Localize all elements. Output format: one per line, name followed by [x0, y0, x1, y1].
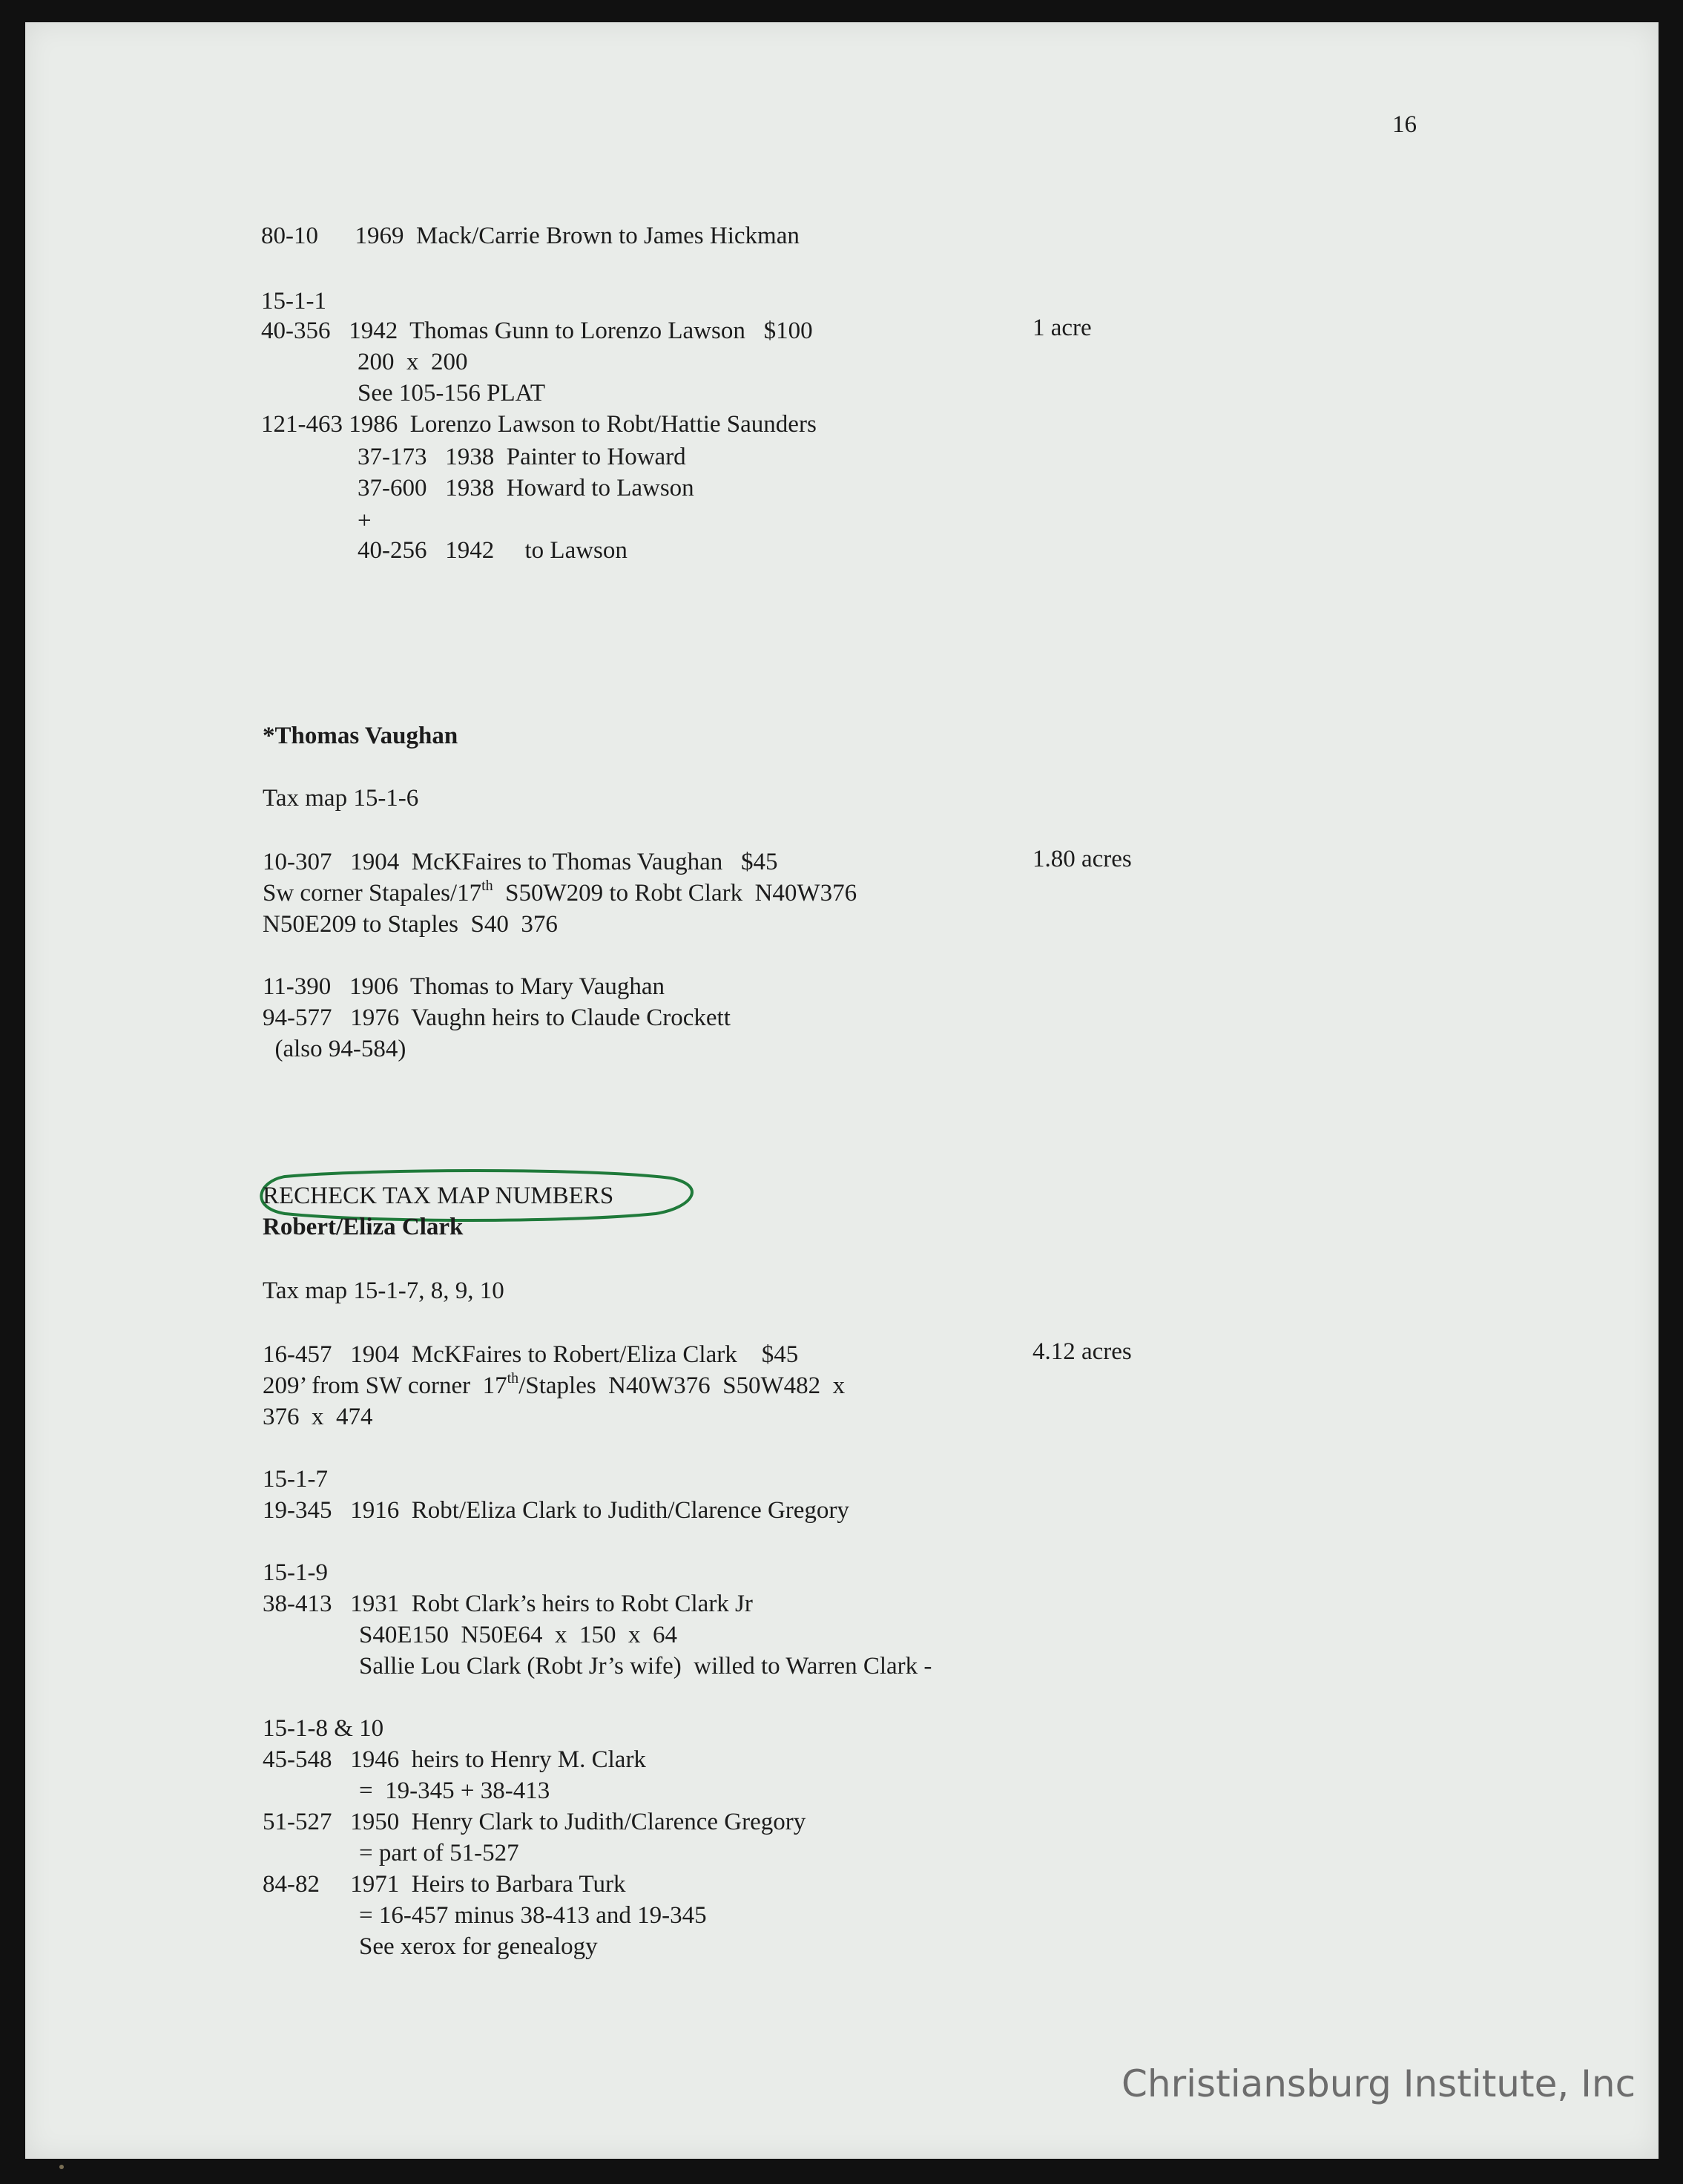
deed-detail: (also 94-584) [263, 1036, 406, 1062]
recheck-note: RECHECK TAX MAP NUMBERS [263, 1183, 614, 1209]
deed-detail: See 105-156 PLAT [358, 380, 545, 407]
deed-line: 45-548 1946 heirs to Henry M. Clark [263, 1746, 646, 1773]
deed-detail: + [358, 507, 372, 534]
deed-detail: 209’ from SW corner 17th/Staples N40W376 S50W482 x [263, 1370, 846, 1399]
deed-line: 11-390 1906 Thomas to Mary Vaughan [263, 973, 665, 1000]
watermark-text: Christiansburg Institute, Inc [1122, 2062, 1636, 2105]
deed-line: 121-463 1986 Lorenzo Lawson to Robt/Hattie Saunders [261, 411, 817, 438]
deed-detail: = part of 51-527 [359, 1840, 519, 1866]
deed-detail: 200 x 200 [358, 349, 468, 375]
deed-detail: Sw corner Stapales/17th S50W209 to Robt Clark N40W376 [263, 878, 857, 907]
deed-detail: Sallie Lou Clark (Robt Jr’s wife) willed to Warren Clark - [359, 1653, 932, 1680]
deed-detail: = 16-457 minus 38-413 and 19-345 [359, 1902, 707, 1929]
tax-map-ref: Tax map 15-1-6 [263, 785, 419, 812]
deed-detail: 40-256 1942 to Lawson [358, 537, 628, 564]
deed-detail: 37-600 1938 Howard to Lawson [358, 475, 694, 501]
deed-detail: S40E150 N50E64 x 150 x 64 [359, 1622, 677, 1648]
tax-map-ref: 15-1-9 [263, 1559, 328, 1586]
deed-detail: 37-173 1938 Painter to Howard [358, 444, 686, 470]
deed-detail: N50E209 to Staples S40 376 [263, 911, 558, 938]
deed-line: 16-457 1904 McKFaires to Robert/Eliza Clark $45 [263, 1341, 799, 1368]
tax-map-ref: Tax map 15-1-7, 8, 9, 10 [263, 1277, 504, 1304]
scan-speck [59, 2165, 64, 2169]
deed-detail: 376 x 474 [263, 1404, 373, 1430]
deed-line: 84-82 1971 Heirs to Barbara Turk [263, 1871, 626, 1898]
document-page [25, 22, 1659, 2159]
section-heading: *Thomas Vaughan [263, 723, 458, 749]
deed-line: 51-527 1950 Henry Clark to Judith/Clarence Gregory [263, 1809, 806, 1835]
deed-line: 19-345 1916 Robt/Eliza Clark to Judith/Clarence Gregory [263, 1497, 849, 1524]
page-number: 16 [1392, 111, 1417, 138]
deed-detail: See xerox for genealogy [359, 1933, 598, 1960]
deed-detail: = 19-345 + 38-413 [359, 1777, 550, 1804]
deed-line: 10-307 1904 McKFaires to Thomas Vaughan $45 [263, 849, 778, 875]
section-heading: Robert/Eliza Clark [263, 1214, 464, 1240]
deed-line: 40-356 1942 Thomas Gunn to Lorenzo Lawson $100 [261, 318, 813, 344]
tax-map-ref: 15-1-7 [263, 1466, 328, 1493]
acreage: 4.12 acres [1032, 1338, 1132, 1365]
deed-line: 80-10 1969 Mack/Carrie Brown to James Hickman [261, 223, 800, 249]
deed-line: 38-413 1931 Robt Clark’s heirs to Robt Clark Jr [263, 1591, 753, 1617]
tax-map-ref: 15-1-1 [261, 288, 326, 315]
tax-map-ref: 15-1-8 & 10 [263, 1715, 384, 1742]
deed-line: 94-577 1976 Vaughn heirs to Claude Crockett [263, 1004, 731, 1031]
acreage: 1.80 acres [1032, 846, 1132, 872]
acreage: 1 acre [1032, 315, 1092, 341]
